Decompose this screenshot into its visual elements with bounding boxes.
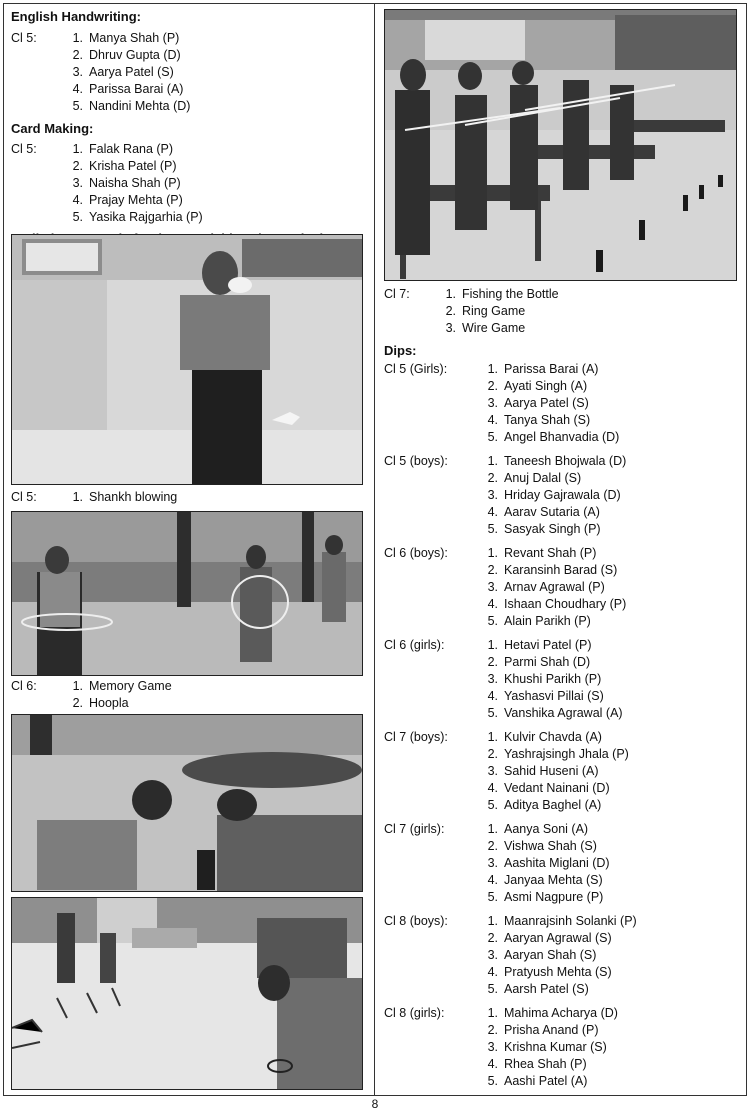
left-column [11, 8, 366, 247]
list-item: 3. Khushi Parikh (P) [487, 672, 602, 686]
dips-groups [384, 361, 742, 1090]
shankh-blowing-photo [11, 234, 363, 485]
list-item: 5. Vanshika Agrawal (A) [487, 706, 623, 720]
list-item: 3. Hriday Gajrawala (D) [487, 488, 621, 502]
memory-game-photo [11, 714, 363, 892]
list-item: 4. Pratyush Mehta (S) [487, 965, 612, 979]
list-item: 2. Dhruv Gupta (D) [72, 48, 181, 62]
list-item: 1. Fishing the Bottle [445, 287, 559, 301]
memory-caption [11, 678, 172, 712]
dips-group [384, 913, 742, 998]
list-item: 5. Alain Parikh (P) [487, 614, 591, 628]
list-item: 1. Mahima Acharya (D) [487, 1006, 618, 1020]
english-handwriting-list [61, 30, 190, 115]
list-item: 3. Arnav Agrawal (P) [487, 580, 605, 594]
list-item: 4. Aarav Sutaria (A) [487, 505, 600, 519]
class-label: Cl 5 (boys): [384, 454, 448, 468]
list-item: 4. Janyaa Mehta (S) [487, 873, 603, 887]
list-item: 4. Prajay Mehta (P) [72, 193, 183, 207]
list-item: 3. Aarya Patel (S) [487, 396, 589, 410]
class-label: Cl 7 (girls): [384, 822, 445, 836]
column-divider [374, 3, 375, 1096]
list-item: 5. Aditya Baghel (A) [487, 798, 602, 812]
list-item: 2. Yashrajsingh Jhala (P) [487, 747, 629, 761]
list-item: 1. Kulvir Chavda (A) [487, 730, 602, 744]
card-making-list [61, 141, 203, 226]
list-item: 2. Prisha Anand (P) [487, 1023, 599, 1037]
list-item: 1. Shankh blowing [72, 490, 178, 504]
class-label: Cl 5 (Girls): [384, 362, 448, 376]
list-item: 3. Aaryan Shah (S) [487, 948, 597, 962]
dips-list [476, 729, 629, 814]
list-item: 3. Aarya Patel (S) [72, 65, 174, 79]
dips-group [384, 821, 742, 906]
dips-group [384, 453, 742, 538]
list-item: 1. Parissa Barai (A) [487, 362, 599, 376]
list-item: 4. Ishaan Choudhary (P) [487, 597, 627, 611]
list-item: 4. Tanya Shah (S) [487, 413, 591, 427]
list-item: 2. Aaryan Agrawal (S) [487, 931, 612, 945]
class-label: Cl 5: [11, 490, 37, 504]
list-item: 1. Falak Rana (P) [72, 142, 174, 156]
list-item: 1. Memory Game [72, 679, 172, 693]
caption-list [61, 678, 172, 712]
list-item: 3. Krishna Kumar (S) [487, 1040, 607, 1054]
list-item: 5. Aashi Patel (A) [487, 1074, 588, 1088]
class-label: Cl 8 (boys): [384, 914, 448, 928]
list-item: 4. Vedant Nainani (D) [487, 781, 610, 795]
card-making-heading: Card Making: [11, 121, 94, 136]
fishing-bottle-photo [384, 9, 737, 281]
list-item: 4. Yashasvi Pillai (S) [487, 689, 604, 703]
list-item: 2. Hoopla [72, 696, 129, 710]
class-label: Cl 7 (boys): [384, 730, 448, 744]
class-label: Cl 5: [11, 142, 37, 156]
dips-list [476, 453, 626, 538]
list-item: 1. Hetavi Patel (P) [487, 638, 592, 652]
dips-group [384, 637, 742, 722]
dips-section [384, 342, 742, 1090]
list-item: 1. Maanrajsinh Solanki (P) [487, 914, 637, 928]
list-item: 5. Nandini Mehta (D) [72, 99, 191, 113]
list-item: 3. Aashita Miglani (D) [487, 856, 610, 870]
list-item: 4. Parissa Barai (A) [72, 82, 184, 96]
dips-list [476, 637, 623, 722]
dips-heading: Dips: [384, 343, 417, 358]
list-item: 3. Naisha Shah (P) [72, 176, 181, 190]
list-item: 5. Sasyak Singh (P) [487, 522, 601, 536]
list-item: 2. Parmi Shah (D) [487, 655, 591, 669]
caption-list [434, 286, 559, 337]
shankh-caption [11, 489, 177, 506]
caption-list [61, 489, 177, 506]
list-item: 1. Taneesh Bhojwala (D) [487, 454, 627, 468]
list-item: 1. Aanya Soni (A) [487, 822, 589, 836]
list-item: 2. Ayati Singh (A) [487, 379, 588, 393]
list-item: 2. Karansinh Barad (S) [487, 563, 618, 577]
list-item: 5. Yasika Rajgarhia (P) [72, 210, 203, 224]
list-item: 2. Ring Game [445, 304, 526, 318]
list-item: 2. Anuj Dalal (S) [487, 471, 582, 485]
dips-list [476, 821, 610, 906]
list-item: 3. Sahid Huseni (A) [487, 764, 599, 778]
list-item: 2. Vishwa Shah (S) [487, 839, 597, 853]
list-item: 5. Angel Bhanvadia (D) [487, 430, 620, 444]
page-number: 8 [371, 1097, 379, 1111]
fishing-caption [384, 286, 559, 337]
ring-game-photo [11, 897, 363, 1090]
dips-list [476, 913, 637, 998]
list-item: 1. Revant Shah (P) [487, 546, 597, 560]
class-label: Cl 6: [11, 679, 37, 693]
english-handwriting-block [11, 30, 366, 115]
class-label: Cl 7: [384, 287, 410, 301]
list-item: 2. Krisha Patel (P) [72, 159, 177, 173]
dips-list [476, 361, 619, 446]
list-item: 5. Aarsh Patel (S) [487, 982, 589, 996]
list-item: 1. Manya Shah (P) [72, 31, 180, 45]
class-label: Cl 5: [11, 31, 37, 45]
list-item: 4. Rhea Shah (P) [487, 1057, 587, 1071]
dips-group [384, 729, 742, 814]
dips-group [384, 545, 742, 630]
class-label: Cl 6 (girls): [384, 638, 445, 652]
hoopla-photo [11, 511, 363, 676]
dips-group [384, 361, 742, 446]
english-handwriting-heading: English Handwriting: [11, 9, 141, 24]
dips-group [384, 1005, 742, 1090]
dips-list [476, 1005, 618, 1090]
dips-list [476, 545, 626, 630]
class-label: Cl 6 (boys): [384, 546, 448, 560]
list-item: 3. Wire Game [445, 321, 526, 335]
card-making-block [11, 141, 366, 226]
list-item: 5. Asmi Nagpure (P) [487, 890, 604, 904]
class-label: Cl 8 (girls): [384, 1006, 445, 1020]
